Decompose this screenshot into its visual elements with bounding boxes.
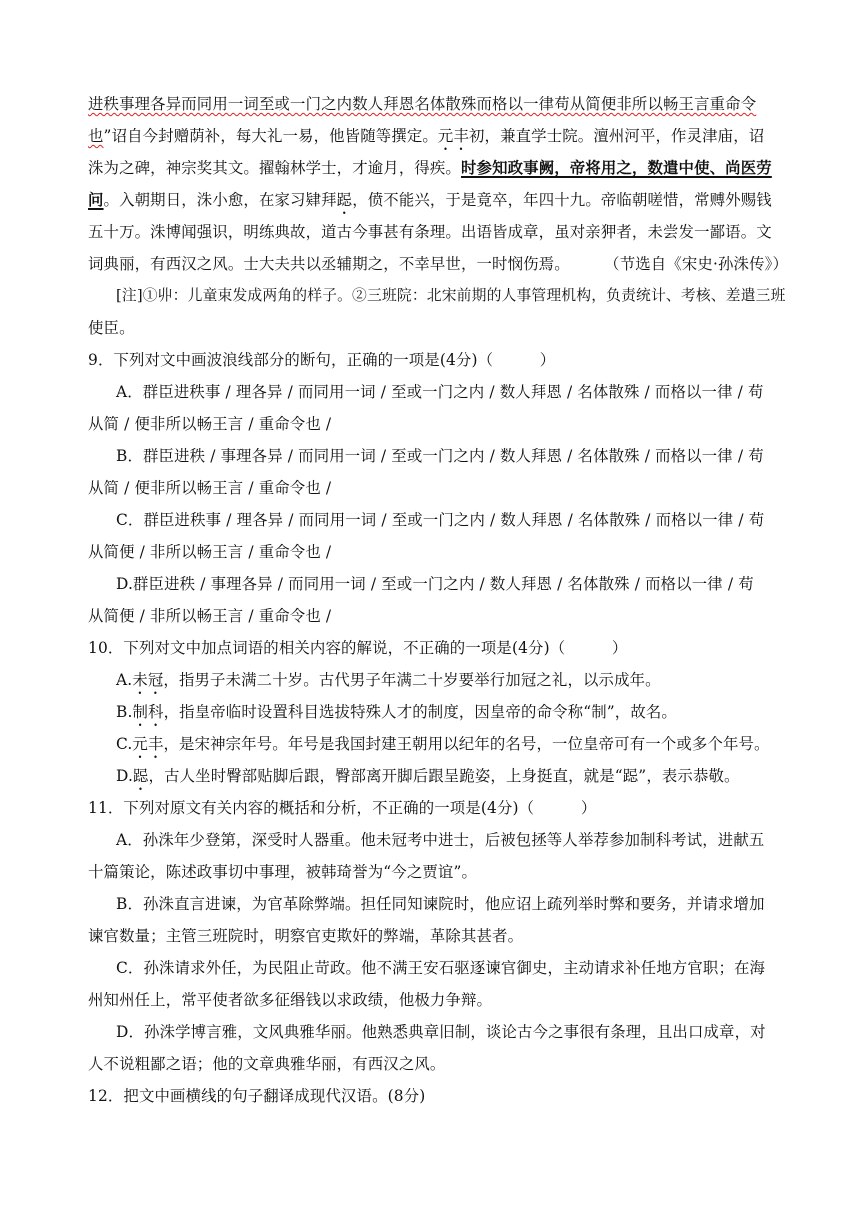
dotted-term: 未冠 (132, 671, 164, 689)
q9-option-c: C．群臣进秩事 / 理各异 / 而同用一词 / 至或一门之内 / 数人拜恩 / 名体散殊 / 而格以一律 / 苟 (116, 511, 765, 529)
q11-option-b: B．孙洙直言进谏，为官革除弊端。担任同知谏院时，他应诏上疏列举时弊和要务，并请求增加 (116, 895, 765, 913)
q11-option-d-cont: 人不说粗鄙之语；他的文章典雅华丽，有西汉之风。 (88, 1055, 446, 1073)
q10-option-a: A.未冠，指男子未满二十岁。古代男子年满二十岁要举行加冠之礼，以示成年。 (116, 671, 661, 689)
q9-option-a-cont: 从简 / 便非所以畅王言 / 重命令也 / (88, 415, 332, 433)
q9-option-d: D.群臣进秩 / 事理各异 / 而同用一词 / 至或一门之内 / 数人拜恩 / 名体散殊 / 而格以一律 / 苟 (116, 575, 754, 593)
q11-option-a: A．孙洙年少登第，深受时人器重。他未冠考中进士，后被包拯等人举荐参加制科考试，进献五 (116, 831, 765, 849)
notes-line-1: [注]①丱：儿童束发成两角的样子。②三班院：北宋前期的人事管理机构，负责统计、考核、差遣三班 (116, 287, 786, 304)
q9-option-c-cont: 从简便 / 非所以畅王言 / 重命令也 / (88, 543, 332, 561)
question-9-stem: 9．下列对文中画波浪线部分的断句，正确的一项是(4分)（ ） (88, 351, 556, 369)
q10-option-d: D.跽，古人坐时臀部贴脚后跟，臀部离开脚后跟呈跪姿，上身挺直，就是“跽”，表示恭敬。 (116, 767, 740, 785)
q11-option-b-cont: 谏官数量；主管三班院时，明察官吏欺奸的弊端，革除其甚者。 (88, 927, 524, 945)
q11-option-c: C．孙洙请求外任，为民阻止苛政。他不满王安石驱逐谏官御史，主动请求补任地方官职；在海 (116, 959, 766, 977)
q9-option-d-cont: 从简便 / 非所以畅王言 / 重命令也 / (88, 607, 332, 625)
passage-line-6: 词典丽，有西汉之风。士大夫共以丞辅期之，不幸早世，一时悯伤焉。 （节选自《宋史·孙洙传》） (88, 255, 788, 273)
q11-option-a-cont: 十篇策论，陈述政事切中事理，被韩琦誉为“今之贾谊”。 (88, 863, 478, 881)
translation-underlined-text: 问 (88, 191, 104, 209)
notes-line-2: 使臣。 (88, 319, 135, 337)
dotted-term: 跽 (132, 767, 149, 785)
dotted-term: 元丰 (132, 735, 164, 753)
passage-source: （节选自《宋史·孙洙传》） (604, 255, 788, 273)
question-12-stem: 12．把文中画横线的句子翻译成现代汉语。(8分) (88, 1087, 426, 1105)
q9-option-b: B．群臣进秩 / 事理各异 / 而同用一词 / 至或一门之内 / 数人拜恩 / 名体散殊 / 而格以一律 / 苟 (116, 447, 764, 465)
passage-line-4: 问。入朝期日，洙小愈，在家习肄拜跽，偾不能兴，于是竟卒，年四十九。帝临朝嗟惜，常赙外赐钱 (88, 191, 772, 209)
passage-line-1 (88, 93, 788, 115)
translation-underlined-text: 时参知政事阙，帝将用之，数遣中使、尚医劳 (460, 159, 772, 177)
wavy-underlined-text: 也 (88, 127, 104, 145)
q10-option-c: C.元丰，是宋神宗年号。年号是我国封建王朝用以纪年的名号，一位皇帝可有一个或多个年号。 (116, 735, 770, 753)
wavy-underlined-text: 进秩事理各异而同用一词至或一门之内数人拜恩名体散殊而格以一律苟从简便非所以畅王言重命令 (88, 95, 757, 113)
q10-option-b: B.制科，指皇帝临时设置科目选拔特殊人才的制度，因皇帝的命令称“制”，故名。 (116, 703, 677, 721)
passage-line-2: 也”诏自今封赠荫补，每大礼一易，他皆随等撰定。元丰初，兼直学士院。澶州河平，作灵津庙，诏 (88, 127, 765, 145)
q9-option-a: A．群臣进秩事 / 理各异 / 而同用一词 / 至或一门之内 / 数人拜恩 / 名体散殊 / 而格以一律 / 苟 (116, 383, 764, 401)
dotted-term-ji: 跽 (336, 191, 353, 209)
passage-line-3: 洙为之碑，神宗奖其文。擢翰林学士，才逾月，得疾。时参知政事阙，帝将用之，数遣中使、尚医劳 (88, 159, 772, 177)
q11-option-d: D．孙洙学博言雅，文风典雅华丽。他熟悉典章旧制，谈论古今之事很有条理，且出口成章，对 (116, 1023, 766, 1041)
q9-option-b-cont: 从简 / 便非所以畅王言 / 重命令也 / (88, 479, 332, 497)
dotted-term: 制科 (132, 703, 164, 721)
question-10-stem: 10．下列对文中加点词语的相关内容的解说，不正确的一项是(4分)（ ） (88, 639, 628, 657)
passage-line-5: 五十万。洙博闻强识，明练典故，道古今事甚有条理。出语皆成章，虽对亲狎者，未尝发一鄙语。文 (88, 223, 772, 241)
q11-option-c-cont: 州知州任上，常平使者欲多征缗钱以求政绩，他极力争辩。 (88, 991, 493, 1009)
question-11-stem: 11．下列对原文有关内容的概括和分析，不正确的一项是(4分)（ ） (88, 799, 597, 817)
dotted-term-yuanfeng: 元丰 (437, 127, 470, 145)
